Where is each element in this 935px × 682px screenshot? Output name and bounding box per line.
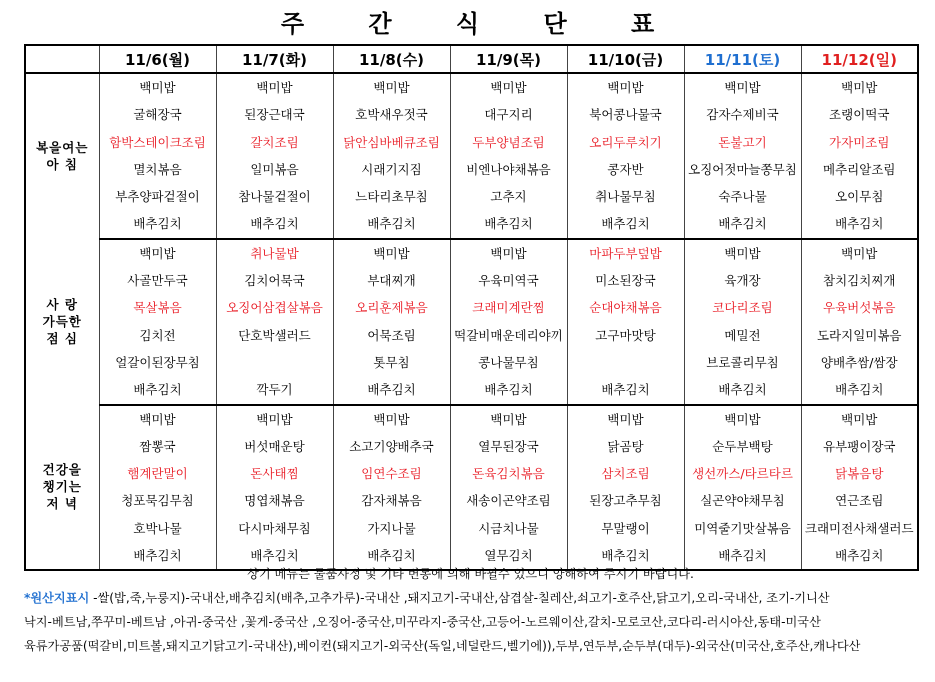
menu-item: 돈사태찜 [216, 460, 333, 487]
origin-line [24, 636, 917, 656]
menu-item: 깍두기 [216, 376, 333, 404]
meal-label [25, 73, 99, 239]
menu-item: 배추김치 [567, 542, 684, 570]
day-header: 11/9(목) [450, 45, 567, 73]
menu-item: 배추김치 [99, 210, 216, 238]
origin-line [24, 612, 917, 632]
menu-item: 김치전 [99, 322, 216, 349]
page-title: 주 간 식 단 표 [280, 10, 683, 38]
menu-item: 백미밥 [333, 73, 450, 101]
meal-label [25, 405, 99, 571]
menu-item: 갈치조림 [216, 129, 333, 156]
menu-item: 연근조림 [801, 487, 918, 514]
menu-row [25, 376, 918, 404]
menu-item: 청포묵김무침 [99, 487, 216, 514]
menu-item: 콩자반 [567, 156, 684, 183]
menu-item: 톳무침 [333, 349, 450, 376]
menu-item: 메밀전 [684, 322, 801, 349]
menu-item: 실곤약야채무침 [684, 487, 801, 514]
menu-item: 배추김치 [801, 376, 918, 404]
menu-item: 백미밥 [567, 405, 684, 433]
menu-row [25, 73, 918, 101]
menu-item: 된장근대국 [216, 101, 333, 128]
menu-row [25, 294, 918, 321]
menu-item: 코다리조림 [684, 294, 801, 321]
menu-item: 사골만두국 [99, 267, 216, 294]
menu-item: 백미밥 [333, 405, 450, 433]
menu-item: 일미볶음 [216, 156, 333, 183]
menu-item: 햄계란말이 [99, 460, 216, 487]
menu-item: 백미밥 [801, 239, 918, 267]
menu-item: 숙주나물 [684, 183, 801, 210]
menu-row [25, 183, 918, 210]
menu-item: 닭안심바베큐조림 [333, 129, 450, 156]
menu-item: 조랭이떡국 [801, 101, 918, 128]
menu-item: 굴해장국 [99, 101, 216, 128]
day-header-saturday: 11/11(토) [684, 45, 801, 73]
menu-item: 배추김치 [216, 210, 333, 238]
menu-item: 버섯매운탕 [216, 433, 333, 460]
meal-label-line: 챙기는 [42, 479, 82, 495]
menu-item: 백미밥 [684, 405, 801, 433]
menu-item: 백미밥 [801, 73, 918, 101]
menu-item: 배추김치 [684, 210, 801, 238]
menu-item: 유부팽이장국 [801, 433, 918, 460]
menu-item: 배추김치 [684, 376, 801, 404]
menu-item: 오징어삼겹살볶음 [216, 294, 333, 321]
menu-item: 백미밥 [450, 73, 567, 101]
origin-line [24, 588, 917, 608]
menu-item: 백미밥 [216, 405, 333, 433]
menu-item: 배추김치 [567, 376, 684, 404]
menu-item: 백미밥 [450, 405, 567, 433]
menu-row [25, 156, 918, 183]
menu-item: 짬뽕국 [99, 433, 216, 460]
menu-item: 함박스테이크조림 [99, 129, 216, 156]
menu-item: 오리두루치기 [567, 129, 684, 156]
menu-row [25, 349, 918, 376]
menu-item: 된장고추무침 [567, 487, 684, 514]
day-header-row [25, 45, 918, 73]
menu-item: 콩나물무침 [450, 349, 567, 376]
day-header: 11/8(수) [333, 45, 450, 73]
menu-row [25, 515, 918, 542]
menu-item: 마파두부덮밥 [567, 239, 684, 267]
menu-item: 배추김치 [801, 542, 918, 570]
menu-item: 백미밥 [99, 73, 216, 101]
menu-item: 배추김치 [450, 376, 567, 404]
origin-text: 낙지-베트남,쭈꾸미-베트남 ,아귀-중국산 ,꽃게-중국산 ,오징어-중국산,미꾸라지-중국산,고등어-노르웨이산,갈치-모로코산,코다리-러시아산,동태-미국산 [24, 615, 821, 629]
menu-item [567, 349, 684, 376]
day-header: 11/7(화) [216, 45, 333, 73]
menu-item: 백미밥 [216, 73, 333, 101]
menu-item: 백미밥 [801, 405, 918, 433]
menu-item: 임연수조림 [333, 460, 450, 487]
menu-item: 부추양파겉절이 [99, 183, 216, 210]
menu-item: 소고기양배추국 [333, 433, 450, 460]
menu-item: 백미밥 [567, 73, 684, 101]
menu-item: 배추김치 [801, 210, 918, 238]
menu-item: 멸치볶음 [99, 156, 216, 183]
menu-row [25, 210, 918, 238]
menu-item: 백미밥 [684, 73, 801, 101]
menu-item: 새송이곤약조림 [450, 487, 567, 514]
menu-item: 감자채볶음 [333, 487, 450, 514]
menu-item: 순대야채볶음 [567, 294, 684, 321]
menu-item: 명엽채볶음 [216, 487, 333, 514]
menu-item: 김치어묵국 [216, 267, 333, 294]
menu-item: 배추김치 [333, 376, 450, 404]
menu-row [25, 433, 918, 460]
menu-item: 비엔나야채볶음 [450, 156, 567, 183]
meal-label-line: 건강을 [42, 462, 82, 478]
menu-item: 오이무침 [801, 183, 918, 210]
menu-item: 열무된장국 [450, 433, 567, 460]
meal-label-line: 사 랑 [46, 297, 78, 313]
menu-row [25, 267, 918, 294]
menu-item: 닭볶음탕 [801, 460, 918, 487]
menu-row [25, 405, 918, 433]
menu-item: 미역줄기맛살볶음 [684, 515, 801, 542]
menu-row [25, 322, 918, 349]
menu-item: 브로콜리무침 [684, 349, 801, 376]
menu-item: 배추김치 [333, 542, 450, 570]
menu-item: 백미밥 [684, 239, 801, 267]
menu-item: 다시마채무침 [216, 515, 333, 542]
menu-item: 가자미조림 [801, 129, 918, 156]
day-header: 11/6(월) [99, 45, 216, 73]
menu-item: 우육미역국 [450, 267, 567, 294]
menu-item: 취나물무침 [567, 183, 684, 210]
meal-label [25, 239, 99, 405]
meal-label-line: 복을여는 [36, 140, 89, 156]
menu-item: 시래기지짐 [333, 156, 450, 183]
day-header: 11/10(금) [567, 45, 684, 73]
menu-item: 떡갈비매운데리야끼 [450, 322, 567, 349]
menu-row [25, 239, 918, 267]
menu-item: 단호박샐러드 [216, 322, 333, 349]
menu-item: 어묵조림 [333, 322, 450, 349]
menu-item: 배추김치 [333, 210, 450, 238]
menu-item: 육개장 [684, 267, 801, 294]
corner-cell [25, 45, 99, 73]
menu-item: 참치김치찌개 [801, 267, 918, 294]
menu-item: 삼치조림 [567, 460, 684, 487]
menu-item: 두부양념조림 [450, 129, 567, 156]
menu-item: 호박새우젓국 [333, 101, 450, 128]
menu-item: 닭곰탕 [567, 433, 684, 460]
menu-item: 대구지리 [450, 101, 567, 128]
menu-item: 고구마맛탕 [567, 322, 684, 349]
origin-text: 육류가공품(떡갈비,미트볼,돼지고기닭고기-국내산),베이컨(돼지고기-외국산(독일,네덜란드,벨기에)),두부,연두부,순두부(대두)-외국산(미국산,호주산,캐나다산 [24, 639, 861, 653]
menu-item: 배추김치 [567, 210, 684, 238]
menu-item: 목살볶음 [99, 294, 216, 321]
menu-item: 우육버섯볶음 [801, 294, 918, 321]
menu-item: 백미밥 [99, 239, 216, 267]
menu-item: 북어콩나물국 [567, 101, 684, 128]
menu-item: 배추김치 [99, 376, 216, 404]
menu-item: 열무김치 [450, 542, 567, 570]
notice-text: 상기 메뉴는 물품사정 및 기타 변동에 의해 바뀔수 있으니 양해하여 주시기 바랍니다. [247, 567, 694, 581]
meal-label-line: 저 녁 [46, 496, 78, 512]
menu-item [216, 349, 333, 376]
menu-item: 오리훈제볶음 [333, 294, 450, 321]
menu-item: 호박나물 [99, 515, 216, 542]
footer [24, 564, 917, 656]
menu-item: 참나물겉절이 [216, 183, 333, 210]
menu-item: 가지나물 [333, 515, 450, 542]
menu-item: 무말랭이 [567, 515, 684, 542]
menu-item: 생선까스/타르타르 [684, 460, 801, 487]
origin-text: -쌀(밥,죽,누룽지)-국내산,배추김치(배추,고추가루)-국내산 ,돼지고기-국내산,삼겹살-칠레산,쇠고기-호주산,닭고기,오리-국내산, 조기-기니산 [93, 591, 830, 605]
weekly-menu-table [24, 44, 919, 571]
day-header-sunday: 11/12(일) [801, 45, 918, 73]
menu-row [25, 487, 918, 514]
menu-item: 얼갈이된장무침 [99, 349, 216, 376]
menu-item: 백미밥 [333, 239, 450, 267]
menu-item: 크래미계란찜 [450, 294, 567, 321]
origin-label: *원산지표시 [24, 591, 90, 605]
menu-item: 돈불고기 [684, 129, 801, 156]
menu-item: 감자수제비국 [684, 101, 801, 128]
menu-item: 도라지일미볶음 [801, 322, 918, 349]
menu-item: 양배추쌈/쌈장 [801, 349, 918, 376]
menu-item: 돈육김치볶음 [450, 460, 567, 487]
meal-label-line: 아 침 [46, 157, 78, 173]
menu-row [25, 101, 918, 128]
meal-label-line: 점 심 [46, 331, 78, 347]
menu-item: 고추지 [450, 183, 567, 210]
menu-item: 오징어젓마늘쫑무침 [684, 156, 801, 183]
menu-item: 백미밥 [450, 239, 567, 267]
menu-item: 부대찌개 [333, 267, 450, 294]
menu-item: 배추김치 [450, 210, 567, 238]
menu-item: 배추김치 [684, 542, 801, 570]
menu-item: 취나물밥 [216, 239, 333, 267]
menu-item: 배추김치 [216, 542, 333, 570]
menu-row [25, 460, 918, 487]
menu-item: 배추김치 [99, 542, 216, 570]
menu-item: 미소된장국 [567, 267, 684, 294]
menu-item: 시금치나물 [450, 515, 567, 542]
menu-item: 크래미전사채샐러드 [801, 515, 918, 542]
meal-label-line: 가득한 [42, 314, 82, 330]
menu-item: 느타리초무침 [333, 183, 450, 210]
menu-item: 백미밥 [99, 405, 216, 433]
menu-item: 메추리알조림 [801, 156, 918, 183]
menu-row [25, 129, 918, 156]
menu-item: 순두부백탕 [684, 433, 801, 460]
